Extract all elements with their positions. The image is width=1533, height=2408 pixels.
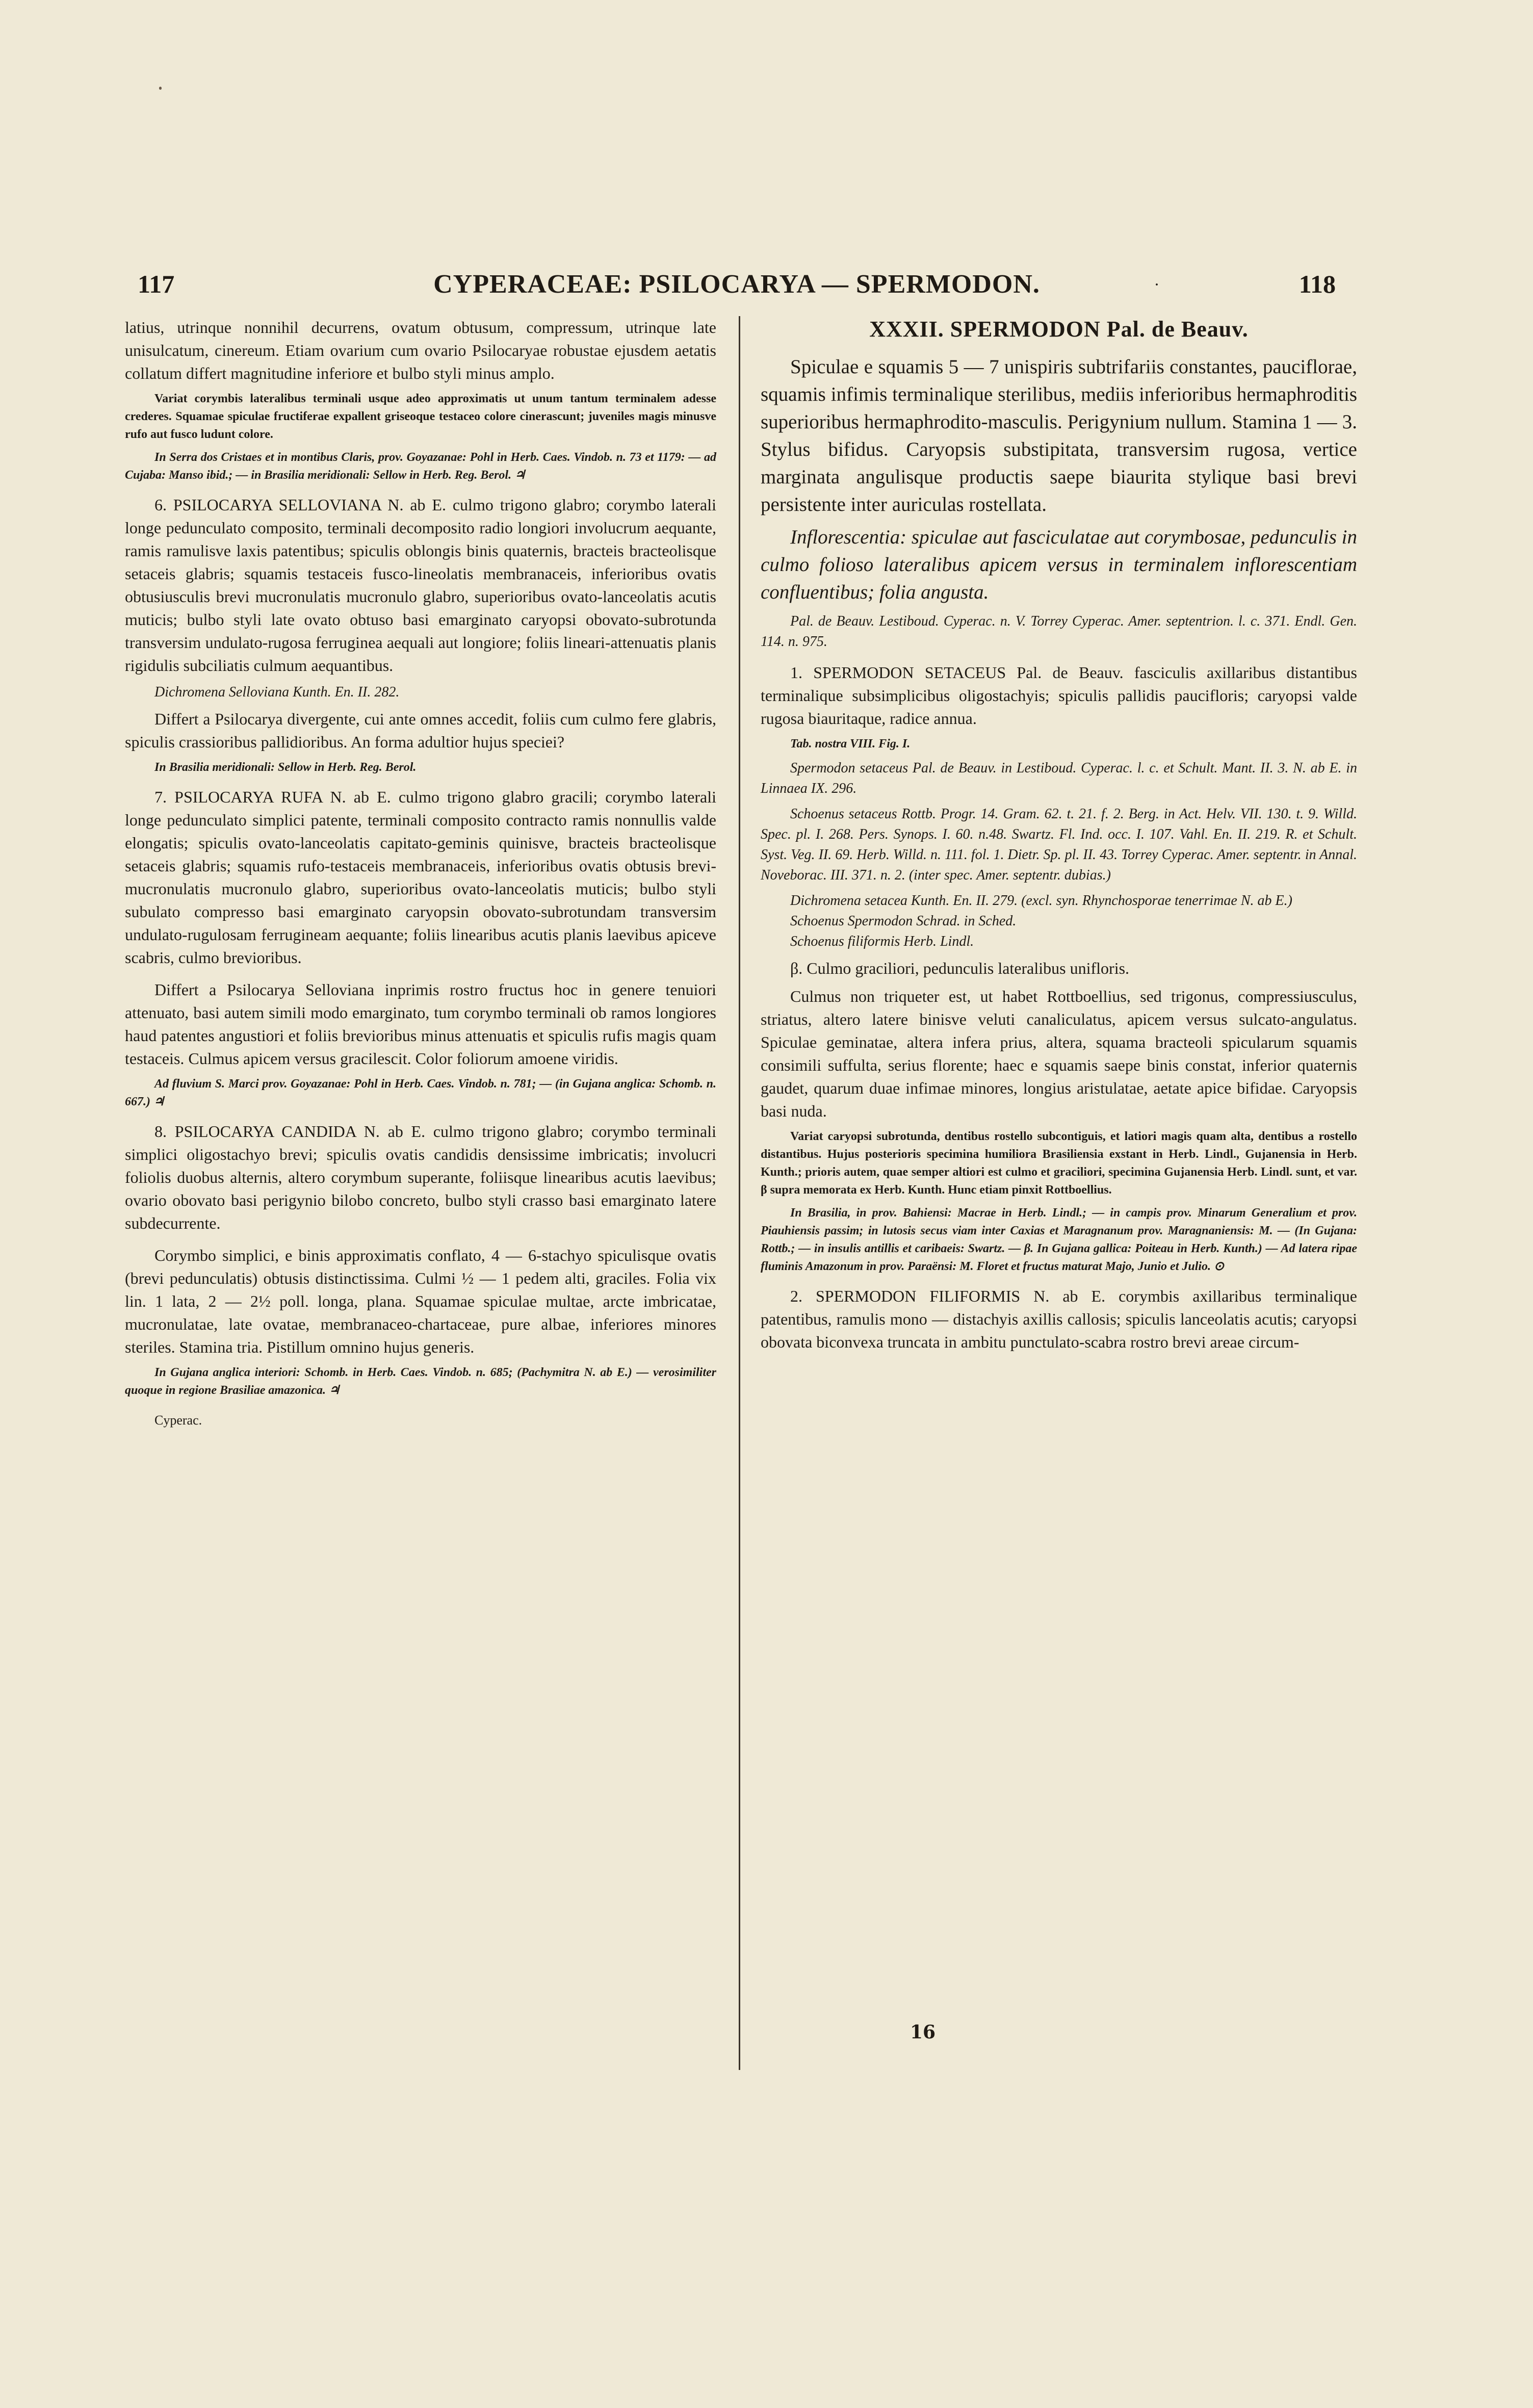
synonym-spermodon-setaceus: Spermodon setaceus Pal. de Beauv. in Lestiboud. Cyperac. l. c. et Schult. Mant. II. 3. N. ab E. in Linnaea IX. 296. xyxy=(761,760,1357,796)
species-8-description: 8. PSILOCARYA CANDIDA N. ab E. culmo trigono glabro; corymbo terminali simplici oligostachyo brevi; spiculis ovatis candidis densissime imbricatis; involucri foliolis duobus alternis, altero corymbum superante, foliisque linearibus acutis laevibus; ovario obovato basi perigynio bilobo concreto, bulbo styli crasso basi emarginato latere subdecurrente. xyxy=(125,1122,716,1232)
species-7-differs: Differt a Psilocarya Selloviana inprimis rostro fructus hoc in genere tenuiori attenuato, basi autem simili modo emarginato, tum corymbo terminali ob ramos longiores haud patentes angustiori et foliis brevioribus minus attenuatis et spiculis rufis magis quam testaceis. Culmus apicem versus gracilescit. Color foliorum amoene viridis. xyxy=(125,980,716,1068)
running-header xyxy=(138,269,1336,310)
species-1-description: 1. SPERMODON SETACEUS Pal. de Beauv. fasciculis axillaribus distantibus terminalique subsimplicibus oligostachyis; spiculis pallidis paucifloris; caryopsi valde rugosa biauritaque, radice annua. xyxy=(761,663,1357,728)
column-divider xyxy=(739,316,740,2070)
locality-note: In Serra dos Cristaes et in montibus Claris, prov. Goyazanae: Pohl in Herb. Caes. Vindob. n. 73 et 1179: — ad Cujaba: Manso ibid.; — in Brasilia meridionali: Sellow in Herb. Reg. Berol. ♃ xyxy=(125,451,716,482)
synonym-schoenus-filiformis: Schoenus filiformis Herb. Lindl. xyxy=(790,934,974,949)
synonym-schoenus-spermodon: Schoenus Spermodon Schrad. in Sched. xyxy=(790,913,1017,929)
genus-heading: XXXII. SPERMODON Pal. de Beauv. xyxy=(869,317,1249,342)
species-8-notes: Corymbo simplici, e binis approximatis conflato, 4 — 6-stachyo spiculisque ovatis (brevi pedunculatis) obtusis distinctissima. Culmi ½ — 1 pedem alti, graciles. Folia vix lin. 1 lata, 2 — 2½ poll. longa, plana. Squamae spiculae multae, arcte imbricatae, mucronulatae, late ovatae, membranaceo-chartaceae, pure albae, inferiores minores steriles. Stamina tria. Pistillum omnino hujus generis. xyxy=(125,1246,716,1356)
plate-reference: Tab. nostra VIII. Fig. I. xyxy=(790,737,911,750)
right-column xyxy=(761,316,1357,1354)
synonym-schoenus-setaceus: Schoenus setaceus Rottb. Progr. 14. Gram. 62. t. 21. f. 2. Berg. in Act. Helv. VII. 130. t. 9. Willd. Spec. pl. I. 268. Pers. Synops. I. 60. n.48. Swartz. Fl. Ind. occ. I. 107. Vahl. En. II. 219. R. et Schult. Syst. Veg. II. 69. Herb. Willd. n. 111. fol. 1. Dietr. Sp. pl. II. 43. Torrey Cyperac. Amer. septentr. in Annal. Noveborac. III. 371. n. 2. (inter spec. Amer. septentr. dubias.) xyxy=(761,806,1357,883)
page-footer-signature: Cyperac. xyxy=(154,1413,202,1428)
variation-note: Variat caryopsi subrotunda, dentibus rostello subcontiguis, et latiori magis quam alta, dentibus a rostello distantibus. Hujus posterioris specimina humiliora Brasiliensia exstant in Herb. Lindl., Gujanensia in Herb. Kunth.; prioris autem, quae semper altiori est culmo et graciliori, specimina Gujanensia Herb. Lindl. sunt, et var. β supra memorata ex Herb. Kunth. Hunc etiam pinxit Rottboellius. xyxy=(761,1130,1357,1197)
page-number-left: 117 xyxy=(138,270,175,298)
species-1-locality: In Brasilia, in prov. Bahiensi: Macrae in Herb. Lindl.; — in campis prov. Minarum Generalium et prov. Piauhiensis passim; in lutosis secus viam inter Caxias et Maragnanum prov. Maragnaniensis: M. — (In Gujana: Rottb.; — in insulis antillis et caribaeis: Swartz. — β. In Gujana gallica: Poiteau in Herb. Kunth.) — Ad latera ripae fluminis Amazonum in prov. Paraënsi: M. Floret et fructus maturat Majo, Junio et Julio. ⊙ xyxy=(761,1206,1357,1273)
species-6-synonym: Dichromena Selloviana Kunth. En. II. 282. xyxy=(154,684,400,700)
species-7-locality: Ad fluvium S. Marci prov. Goyazanae: Pohl in Herb. Caes. Vindob. n. 781; — (in Gujana anglica: Schomb. n. 667.) ♃ xyxy=(125,1077,716,1108)
gathering-signature: 16 xyxy=(910,2022,936,2043)
genus-references: Pal. de Beauv. Lestiboud. Cyperac. n. V. Torrey Cyperac. Amer. septentrion. l. c. 371. Endl. Gen. 114. n. 975. xyxy=(761,613,1357,650)
species-6-description: 6. PSILOCARYA SELLOVIANA N. ab E. culmo trigono glabro; corymbo laterali longe pedunculato composito, terminali decomposito radio longiori involucrum aequante, ramis ramulisve laxis patentibus; spiculis oblongis binis quaternis, bracteis bracteolisque setaceis glabris; squamis testaceis fusco-lineolatis membranaceis, inferioribus ovatis obtusiusculis brevi mucronulatis mucronulo glabro, superioribus ovato-lanceolatis acutis muticis; bulbo styli late ovato obtuso basi emarginato caryopsi obovato-subrotunda transversim undulato-rugosa ferruginea aequali aut longiore; foliis lineari-attenuatis planis rigidulis subciliatis culmum aequantibus. xyxy=(125,496,716,675)
species-8-locality: In Gujana anglica interiori: Schomb. in Herb. Caes. Vindob. n. 685; (Pachymitra N. ab E.) — verosimiliter quoque in regione Brasiliae amazonica. ♃ xyxy=(125,1366,716,1397)
running-title: CYPERACEAE: PSILOCARYA — SPERMODON. xyxy=(433,270,1040,299)
left-column xyxy=(125,316,716,1428)
note-variation: Variat corymbis lateralibus terminali usque adeo approximatis ut unum tantum terminalem adesse crederes. Squamae spiculae fructiferae expallent griseoque testaceo colore cinerascunt; juveniles magis minusve rufo aut fusco ludunt colore. xyxy=(125,392,716,441)
page-number-right: 118 xyxy=(1298,270,1336,298)
species-6-locality: In Brasilia meridionali: Sellow in Herb. Reg. Berol. xyxy=(154,761,417,774)
synonym-dichromena-setacea: Dichromena setacea Kunth. En. II. 279. (excl. syn. Rhynchosporae tenerrimae N. ab E.) xyxy=(790,893,1292,909)
genus-character: Spiculae e squamis 5 — 7 unispiris subtrifariis constantes, pauciflorae, squamis infimis terminalique sterilibus, mediis inferioribus hermaphroditis superioribus hermaphrodito-masculis. Perigynium nullum. Stamina 1 — 3. Stylus bifidus. Caryopsis substipitata, transversim rugosa, vertice marginata angulisque productis saepe biaurita stylique basi brevi persistente inter auriculas rostellata. xyxy=(761,356,1357,515)
culmus-description: Culmus non triqueter est, ut habet Rottboellius, sed trigonus, compressiusculus, striatus, altero latere binisve veluti canaliculatus, apicem versus sulcato-angulatus. Spiculae geminatae, altera infera prius, altera, squama bracteoli spicularum squamis consimili suffulta, serius florente; haec e squamis saepe binis constat, inferior quaternis gaudet, quarum duae infimae minores, longius aristulatae, aetate apice bifidae. Caryopsis basi nuda. xyxy=(761,987,1357,1120)
variety-beta: β. Culmo graciliori, pedunculis lateralibus unifloris. xyxy=(790,959,1130,977)
species-7-description: 7. PSILOCARYA RUFA N. ab E. culmo trigono glabro gracili; corymbo laterali longe pedunculato simplici patente, terminali composito contracto ramis nonnullis valde elongatis; spiculis ovato-lanceolatis capitato-geminis quinisve, bracteis bracteolisque setaceis glabris; squamis rufo-testaceis membranaceis, inferioribus ovatis obtusis brevi-mucronulatis mucronulo glabro, superioribus ovato-lanceolatis muticis; bulbo styli subulato compresso basi emarginato caryopsin obovato-subrotundam transversim undulato-rugulosam ferrugineam aequante; foliis linearibus acutis planis laevibus apiceve scabris, culmo brevioribus. xyxy=(125,788,716,967)
species-6-differs: Differt a Psilocarya divergente, cui ante omnes accedit, foliis cum culmo fere glabris, spiculis crassioribus pallidioribus. An forma adultior hujus speciei? xyxy=(125,710,716,751)
inflorescence-description: Inflorescentia: spiculae aut fasciculatae aut corymbosae, pedunculis in culmo folioso lateralibus apicem versus in terminalem inflorescentiam confluentibus; folia angusta. xyxy=(761,526,1357,603)
paragraph-continued-description: latius, utrinque nonnihil decurrens, ovatum obtusum, compressum, utrinque late unisulcatum, cinereum. Etiam ovarium cum ovario Psilocaryae robustae ejusdem aetatis collatum differt magnitudine inferiore et bulbo styli minus amplo. xyxy=(125,318,716,382)
species-2-description: 2. SPERMODON FILIFORMIS N. ab E. corymbis axillaribus terminalique patentibus, ramulis mono — distachyis axillis callosis; spiculis lanceolatis acutis; caryopsi obovata biconvexa truncata in ambitu punctulato-scabra rostro brevi areae circum- xyxy=(761,1287,1357,1351)
header-mark: · xyxy=(1155,278,1159,292)
paper-speck xyxy=(159,87,162,90)
